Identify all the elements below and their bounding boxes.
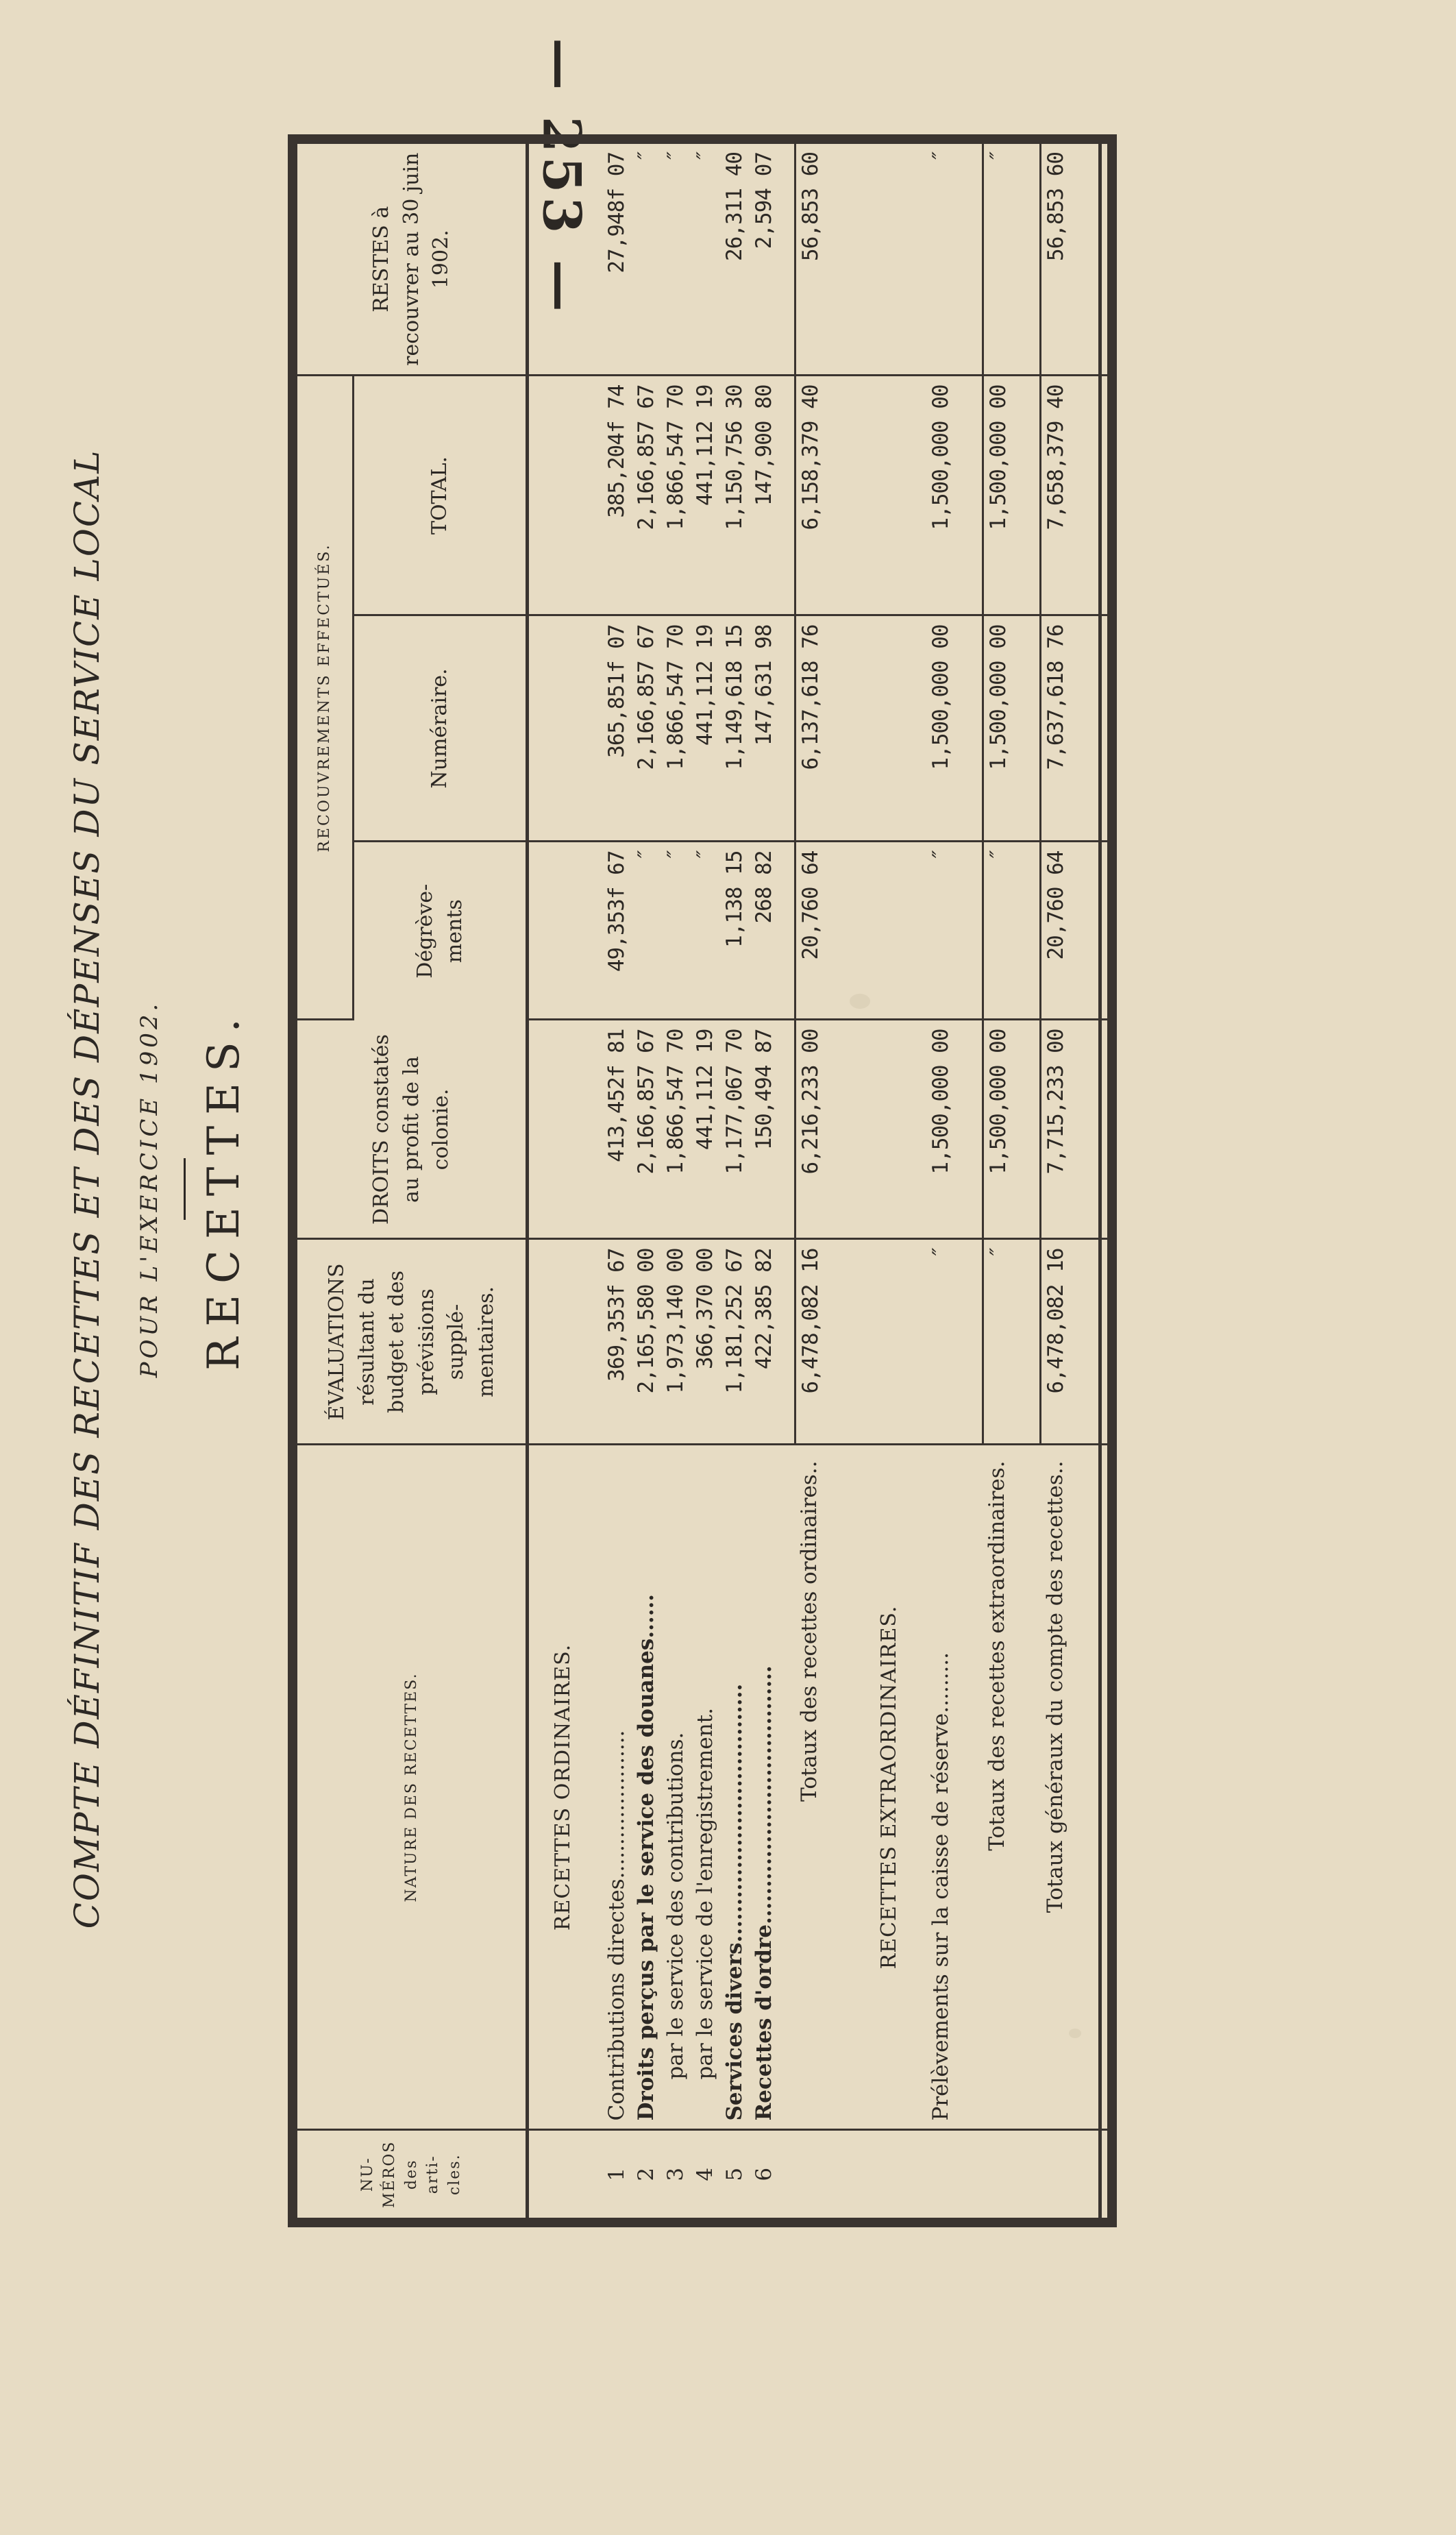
ordinaires-total-degrevements: 20,760 64 (795, 842, 851, 1020)
numeraire-value: 1,866,547 70 (663, 624, 688, 770)
total-value: 147,900 80 (751, 384, 776, 506)
evaluations-value: 369,353f 67 (604, 1248, 629, 1382)
numeraire-value: 365,851f 07 (604, 624, 629, 758)
extraordinaires-totals-label: Totaux des recettes extraordinaires. (985, 1460, 1010, 1851)
page-number: — 253 — (531, 38, 593, 316)
general-totals-label: Totaux généraux du compte des recettes.. (1042, 1460, 1068, 1913)
degrevements-value: 49,353f 67 (604, 850, 629, 972)
article-number: 2 (633, 2167, 658, 2181)
prelevements-label: Prélèvements sur la caisse de réserve......... (926, 1445, 983, 2130)
nature-label: par le service des contributions. (663, 1732, 688, 2080)
ordinaires-total-restes: 56,853 60 (795, 139, 851, 376)
droits-value: 441,112 19 (692, 1029, 717, 1151)
title-rule (184, 1158, 186, 1220)
nature-label: Recettes d'ordre................................... (751, 1665, 776, 2121)
header-numeraire: Numéraire. (354, 615, 528, 842)
ordinaires-total-numeraire: 6,137,618 76 (795, 615, 851, 842)
degrevements-value: ″ (633, 850, 658, 859)
general-total-droits: 7,715,233 00 (1041, 1020, 1100, 1239)
total-value: 441,112 19 (692, 384, 717, 506)
total-value: 2,166,857 67 (633, 384, 658, 530)
numeraire-value: 2,166,857 67 (633, 624, 658, 770)
general-total-restes: 56,853 60 (1041, 139, 1100, 376)
table-row-extraordinaires-section (851, 139, 926, 2222)
numeraire-value: 1,149,618 15 (721, 624, 747, 770)
prelevements-degrevements: ″ (926, 842, 983, 1020)
extraordinaires-total-droits: 1,500,000 00 (983, 1020, 1041, 1239)
section-title: RECETTES. (199, 1007, 249, 1371)
prelevements-droits: 1,500,000 00 (926, 1020, 983, 1239)
ordinaires-totals-label: Totaux des recettes ordinaires.. (797, 1460, 822, 1802)
degrevements-value: ″ (692, 850, 717, 859)
ordinaires-section-label: RECETTES ORDINAIRES. (550, 1643, 575, 1931)
general-total-evaluations: 6,478,082 16 (1041, 1239, 1100, 1445)
evaluations-value: 422,385 82 (751, 1248, 776, 1370)
document-title: COMPTE DÉFINITIF DES RECETTES ET DES DÉPENSES DU SERVICE LOCAL (67, 449, 107, 1929)
evaluations-value: 2,165,580 00 (633, 1248, 658, 1394)
restes-value: ″ (633, 151, 658, 160)
article-number: 6 (751, 2167, 776, 2181)
table-row-ordinaires-totals (795, 139, 851, 2222)
degrevements-value: 1,138 15 (721, 850, 747, 948)
restes-value: 2,594 07 (751, 151, 776, 249)
droits-value: 1,177,067 70 (721, 1029, 747, 1175)
nature-label: par le service de l'enregistrement. (692, 1708, 717, 2080)
droits-value: 150,494 87 (751, 1029, 776, 1151)
evaluations-value: 366,370 00 (692, 1248, 717, 1370)
total-value: 1,866,547 70 (663, 384, 688, 530)
header-evaluations: ÉVALUATIONS résultant du budget et des prévisions supplé- mentaires. (293, 1239, 528, 1445)
header-droits: DROITS constatés au profit de la colonie. (293, 1020, 528, 1239)
article-number: 1 (604, 2167, 629, 2181)
extraordinaires-total-evaluations: ″ (983, 1239, 1041, 1445)
ordinaires-total-droits: 6,216,233 00 (795, 1020, 851, 1239)
evaluations-value: 1,181,252 67 (721, 1248, 747, 1394)
article-number: 5 (721, 2167, 747, 2181)
article-number: 3 (663, 2167, 688, 2181)
extraordinaires-total-numeraire: 1,500,000 00 (983, 615, 1041, 842)
article-number: 4 (692, 2167, 717, 2181)
degrevements-value: ″ (663, 850, 688, 859)
rotated-page-content (62, 110, 1131, 2268)
header-degrevements: Dégrève- ments (354, 842, 528, 1020)
header-nature: NATURE DES RECETTES. (293, 1445, 528, 2130)
restes-value: 27,948f 07 (604, 151, 629, 273)
general-total-total: 7,658,379 40 (1041, 376, 1100, 615)
prelevements-numeraire: 1,500,000 00 (926, 615, 983, 842)
nature-label: Contributions directes...................... (604, 1730, 629, 2121)
restes-value: ″ (692, 151, 717, 160)
general-total-degrevements: 20,760 64 (1041, 842, 1100, 1020)
prelevements-total: 1,500,000 00 (926, 376, 983, 615)
header-restes: RESTES à recouvrer au 30 juin 1902. (293, 139, 528, 376)
nature-label: Services divers................................... (721, 1683, 747, 2121)
header-total: TOTAL. (354, 376, 528, 615)
numeraire-value: 441,112 19 (692, 624, 717, 746)
extraordinaires-total-total: 1,500,000 00 (983, 376, 1041, 615)
total-value: 385,204f 74 (604, 384, 629, 518)
evaluations-value: 1,973,140 00 (663, 1248, 688, 1394)
table-row-prelevements (926, 139, 983, 2222)
restes-value: ″ (663, 151, 688, 160)
extraordinaires-total-degrevements: ″ (983, 842, 1041, 1020)
table-row-general-totals (1041, 139, 1100, 2222)
restes-value: 26,311 40 (721, 151, 747, 261)
header-recouvrements: RECOUVREMENTS EFFECTUÉS. (293, 376, 354, 1020)
nature-label: Droits perçus par le service des douanes...... (633, 1593, 658, 2121)
ordinaires-total-evaluations: 6,478,082 16 (795, 1239, 851, 1445)
total-value: 1,150,756 30 (721, 384, 747, 530)
droits-value: 413,452f 81 (604, 1029, 629, 1162)
droits-value: 1,866,547 70 (663, 1029, 688, 1175)
prelevements-restes: ″ (926, 139, 983, 376)
droits-value: 2,166,857 67 (633, 1029, 658, 1175)
table-row-ordinaires-section (548, 139, 602, 2222)
table-row-extraordinaires-totals (983, 139, 1041, 2222)
prelevements-evaluations: ″ (926, 1239, 983, 1445)
ordinaires-total-total: 6,158,379 40 (795, 376, 851, 615)
recettes-table (288, 134, 1117, 2227)
numeraire-value: 147,631 98 (751, 624, 776, 746)
extraordinaires-total-restes: ″ (983, 139, 1041, 376)
header-numeros: NU- MÉROS des arti- cles. (293, 2130, 528, 2222)
document-subtitle: POUR L'EXERCICE 1902. (136, 1000, 163, 1378)
degrevements-value: 268 82 (751, 850, 776, 924)
table-row-ordinaires-body (602, 139, 795, 2222)
general-total-numeraire: 7,637,618 76 (1041, 615, 1100, 842)
extraordinaires-section-label: RECETTES EXTRAORDINAIRES. (876, 1605, 901, 1970)
